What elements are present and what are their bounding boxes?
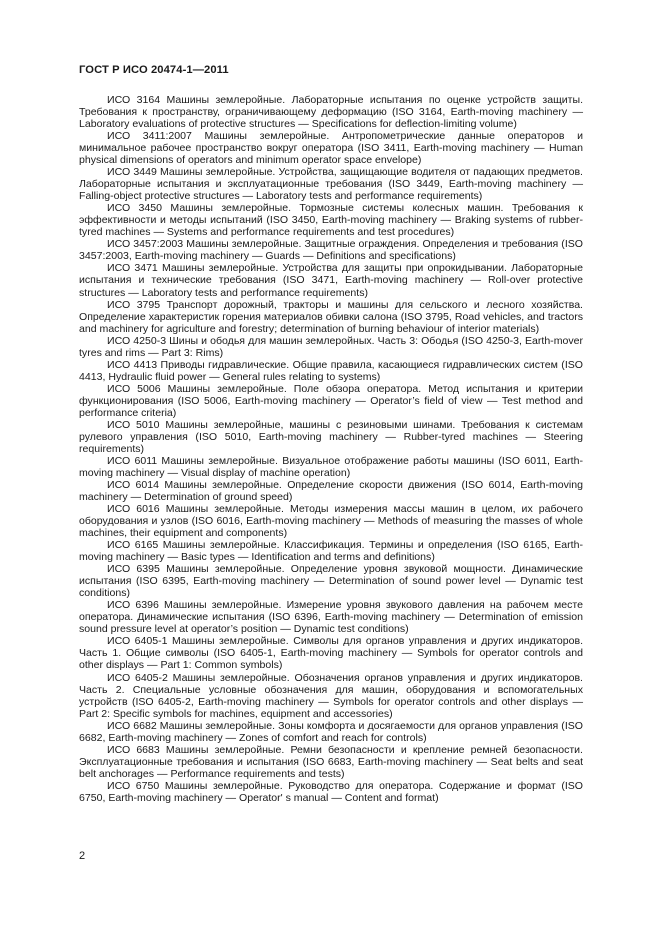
reference-entry: ИСО 6011 Машины землеройные. Визуальное отображение работы машины (ISO 6011, Earth-moving machinery — Visual display of machine operation) (79, 454, 583, 479)
reference-entry: ИСО 3457:2003 Машины землеройные. Защитные ограждения. Определения и требования (ISO 3457:2003, Earth-moving machinery — Guards — Definitions and specifications) (79, 238, 583, 263)
reference-entry: ИСО 3411:2007 Машины землеройные. Антропометрические данные операторов и минимальное рабочее пространство вокруг оператора (ISO 3411, Earth-moving machinery — Human physical dimensions of operators and minimum operator space envelope) (79, 130, 583, 167)
reference-entry: ИСО 3164 Машины землеройные. Лабораторные испытания по оценке устройств защиты. Требования к пространству, ограничивающему деформацию (ISO 3164, Earth-moving machinery — Laboratory evaluations of protective structures — Specifications for deflection-limiting volume) (79, 94, 583, 131)
reference-entry: ИСО 5006 Машины землеройные. Поле обзора оператора. Метод испытания и критерии функционирования (ISO 5006, Earth-moving machinery — Operator’s field of view — Test method and performance criteria) (79, 382, 583, 419)
reference-entry: ИСО 6750 Машины землеройные. Руководство для оператора. Содержание и формат (ISO 6750, Earth-moving machinery — Operator' s manual — Content and format) (79, 779, 583, 804)
reference-entry: ИСО 3795 Транспорт дорожный, тракторы и машины для сельского и лесного хозяйства. Определение характеристик горения материалов обивки салона (ISO 3795, Road vehicles, and tractors and machinery for agriculture and forestry; determination of burning behaviour of interior materials) (79, 298, 583, 335)
reference-entry: ИСО 6396 Машины землеройные. Измерение уровня звукового давления на рабочем месте оператора. Динамические испытания (ISO 6396, Earth-moving machinery — Determination of emission sound pressure level at operator’s position — Dynamic test conditions) (79, 599, 583, 636)
reference-entry: ИСО 6014 Машины землеройные. Определение скорости движения (ISO 6014, Earth-moving machinery — Determination of ground speed) (79, 479, 583, 504)
reference-entry: ИСО 3450 Машины землеройные. Тормозные системы колесных машин. Требования к эффективности и методы испытаний (ISO 3450, Earth-moving machinery — Braking systems of rubber-tyred machines — Systems and performance requirements and test procedures) (79, 202, 583, 239)
reference-entry: ИСО 6405-2 Машины землеройные. Обозначения органов управления и других индикаторов. Часть 2. Специальные условные обозначения для машин, оборудования и вспомогательных устройств (ISO 6405-2, Earth-moving machinery — Symbols for operator controls and other displays — Part 2: Specific symbols for machines, equipment and accessories) (79, 671, 583, 720)
reference-entry: ИСО 4250-3 Шины и ободья для машин землеройных. Часть 3: Ободья (ISO 4250-3, Earth-mover tyres and rims — Part 3: Rims) (79, 334, 583, 359)
reference-entry: ИСО 6016 Машины землеройные. Методы измерения массы машин в целом, их рабочего оборудования и узлов (ISO 6016, Earth-moving machinery — Methods of measuring the masses of whole machines, their equipment and components) (79, 503, 583, 540)
page-number: 2 (79, 850, 86, 862)
reference-entry: ИСО 6683 Машины землеройные. Ремни безопасности и крепление ремней безопасности. Эксплуатационные требования и испытания (ISO 6683, Earth-moving machinery — Seat belts and seat belt anchorages — Performance requirements and tests) (79, 743, 583, 780)
normative-references-list (79, 94, 583, 804)
reference-entry: ИСО 3449 Машины землеройные. Устройства, защищающие водителя от падающих предметов. Лабораторные испытания и эксплуатационные требования (ISO 3449, Earth-moving machinery — Falling-object protective structures — Laboratory tests and performance requirements) (79, 166, 583, 203)
reference-entry: ИСО 6395 Машины землеройные. Определение уровня звуковой мощности. Динамические испытания (ISO 6395, Earth-moving machinery — Determination of sound power level — Dynamic test conditions) (79, 563, 583, 600)
reference-entry: ИСО 6682 Машины землеройные. Зоны комфорта и досягаемости для органов управления (ISO 6682, Earth-moving machinery — Zones of comfort and reach for controls) (79, 719, 583, 744)
reference-entry: ИСО 4413 Приводы гидравлические. Общие правила, касающиеся гидравлических систем (ISO 4413, Hydraulic fluid power — General rules relating to systems) (79, 358, 583, 383)
reference-entry: ИСО 3471 Машины землеройные. Устройства для защиты при опрокидывании. Лабораторные испытания и технические требования (ISO 3471, Earth-moving machinery — Roll-over protective structures — Laboratory tests and performance requirements) (79, 262, 583, 299)
reference-entry: ИСО 6405-1 Машины землеройные. Символы для органов управления и других индикаторов. Часть 1. Общие символы (ISO 6405-1, Earth-moving machinery — Symbols for operator controls and other displays — Part 1: Common symbols) (79, 635, 583, 672)
document-header: ГОСТ Р ИСО 20474-1—2011 (79, 64, 229, 76)
reference-entry: ИСО 5010 Машины землеройные, машины с резиновыми шинами. Требования к системам рулевого управления (ISO 5010, Earth-moving machinery — Rubber-tyred machines — Steering requirements) (79, 418, 583, 455)
reference-entry: ИСО 6165 Машины землеройные. Классификация. Термины и определения (ISO 6165, Earth-moving machinery — Basic types — Identification and terms and definitions) (79, 539, 583, 564)
